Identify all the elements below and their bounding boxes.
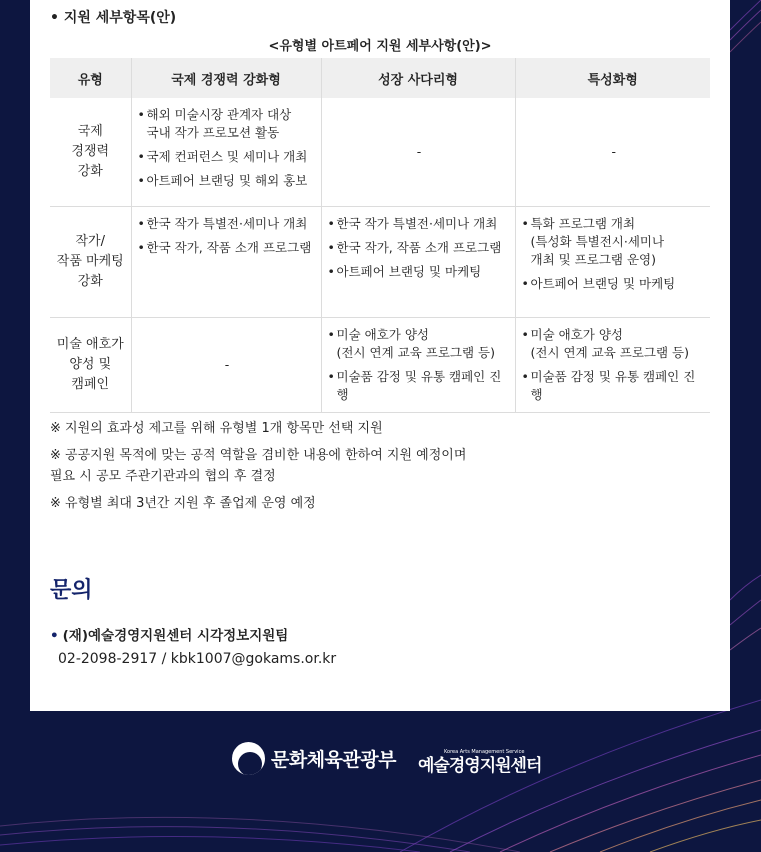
header-specialized: 특성화형 bbox=[515, 58, 710, 98]
list-item: • 국제 컨퍼런스 및 세미나 개최 bbox=[138, 148, 317, 166]
note: ※ 지원의 효과성 제고를 위해 유형별 1개 항목만 선택 지원 bbox=[50, 421, 383, 436]
type-cell: 국제 경쟁력 강화 bbox=[50, 98, 131, 206]
cell-specialized bbox=[515, 317, 710, 412]
kams-name: 예술경영지원센터 bbox=[418, 756, 542, 776]
notes bbox=[50, 418, 466, 520]
list-item: • 아트페어 브랜딩 및 해외 홍보 bbox=[138, 172, 317, 190]
list-item: • 미술 애호가 양성 (전시 연계 교육 프로그램 등) bbox=[328, 326, 511, 362]
type-cell: 작가/ 작품 마케팅 강화 bbox=[50, 206, 131, 317]
list-item: • 한국 작가, 작품 소개 프로그램 bbox=[328, 239, 511, 257]
table-row bbox=[50, 317, 710, 412]
note: ※ 공공지원 목적에 맞는 공적 역할을 겸비한 내용에 한하여 지원 예정이며 필요 시 공모 주관기관과의 협의 후 결정 bbox=[50, 448, 467, 484]
cell-international bbox=[131, 98, 321, 206]
inquiry-organization: • (재)예술경영지원센터 시각정보지원팀 bbox=[50, 628, 289, 644]
cell-specialized: - bbox=[515, 98, 710, 206]
table-caption: <유형별 아트페어 지원 세부사항(안)> bbox=[268, 39, 492, 54]
cell-growth-ladder bbox=[321, 317, 515, 412]
header-international: 국제 경쟁력 강화형 bbox=[131, 58, 321, 98]
table-row bbox=[50, 98, 710, 206]
government-emblem-icon bbox=[232, 742, 265, 775]
list-item: • 한국 작가 특별전·세미나 개최 bbox=[138, 215, 317, 233]
list-item: • 특화 프로그램 개최 (특성화 특별전시·세미나 개최 및 프로그램 운영) bbox=[522, 215, 707, 269]
table-row bbox=[50, 206, 710, 317]
cell-specialized bbox=[515, 206, 710, 317]
type-cell: 미술 애호가 양성 및 캠페인 bbox=[50, 317, 131, 412]
cell-growth-ladder: - bbox=[321, 98, 515, 206]
kams-subtitle: Korea Arts Management Service bbox=[444, 749, 525, 755]
note: ※ 유형별 최대 3년간 지원 후 졸업제 운영 예정 bbox=[50, 496, 316, 511]
list-item: • 미술품 감정 및 유통 캠페인 진행 bbox=[328, 368, 511, 404]
section-title: • 지원 세부항목(안) bbox=[50, 10, 177, 26]
cell-international bbox=[131, 206, 321, 317]
header-type: 유형 bbox=[50, 58, 131, 98]
cell-growth-ladder bbox=[321, 206, 515, 317]
cell-international: - bbox=[131, 317, 321, 412]
list-item: • 한국 작가, 작품 소개 프로그램 bbox=[138, 239, 317, 257]
list-item: • 해외 미술시장 관계자 대상 국내 작가 프로모션 활동 bbox=[138, 106, 317, 142]
list-item: • 미술 애호가 양성 (전시 연계 교육 프로그램 등) bbox=[522, 326, 707, 362]
inquiry-title: 문의 bbox=[50, 578, 93, 603]
list-item: • 한국 작가 특별전·세미나 개최 bbox=[328, 215, 511, 233]
inquiry-contact: 02-2098-2917 / kbk1007@gokams.or.kr bbox=[58, 651, 337, 667]
mcst-name: 문화체육관광부 bbox=[271, 749, 396, 771]
kams-logo bbox=[418, 741, 541, 776]
table-header-row bbox=[50, 58, 710, 98]
list-item: • 아트페어 브랜딩 및 마케팅 bbox=[328, 263, 511, 281]
content-card bbox=[30, 0, 730, 711]
mcst-logo bbox=[232, 742, 396, 775]
list-item: • 미술품 감정 및 유통 캠페인 진행 bbox=[522, 368, 707, 404]
header-growth-ladder: 성장 사다리형 bbox=[321, 58, 515, 98]
support-table bbox=[50, 58, 710, 413]
list-item: • 아트페어 브랜딩 및 마케팅 bbox=[522, 275, 707, 293]
